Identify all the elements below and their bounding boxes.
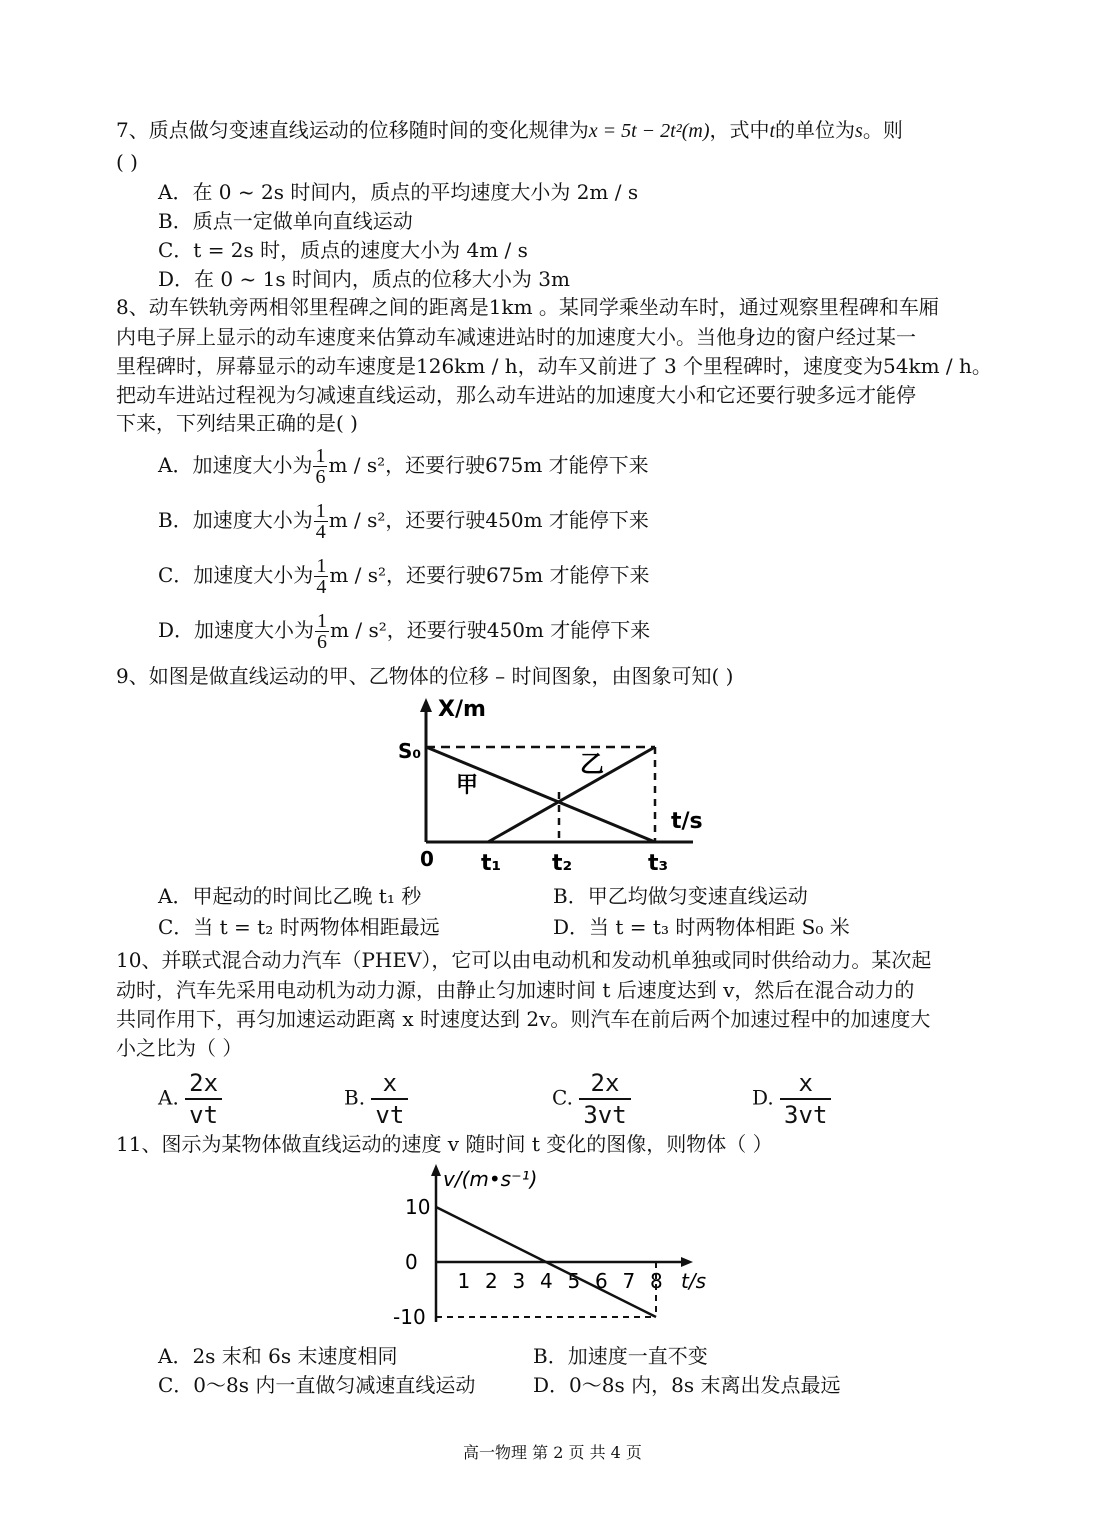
q11-option-a: A．2s 末和 6s 末速度相同 <box>158 1344 398 1368</box>
q11-x-axis-label: t/s <box>681 1269 706 1293</box>
q11-y-tick-label: -10 <box>393 1305 426 1329</box>
q8-line-5: 下来，下列结果正确的是( ) <box>116 411 358 435</box>
q8-line-4: 把动车进站过程视为匀减速直线运动，那么动车进站的加速度大小和它还要行驶多远才能停 <box>116 383 916 407</box>
page-footer: 高一物理 第 2 页 共 4 页 <box>463 1443 642 1462</box>
q11-x-tick-label: 8 <box>650 1269 663 1293</box>
q8-option-b <box>158 501 649 542</box>
fraction-numerator: 2x <box>579 1068 630 1100</box>
fraction-numerator: x <box>780 1068 831 1100</box>
q10-option-d-label: D. <box>752 1085 774 1110</box>
q11-x-tick-label: 7 <box>622 1269 636 1293</box>
q11-option-b: B．加速度一直不变 <box>533 1344 708 1368</box>
q7-stem-text: 7、质点做匀变速直线运动的位移随时间的变化规律为 <box>116 118 589 142</box>
q11-x-tick-label: 4 <box>540 1269 553 1293</box>
q11-option-d: D．0～8s 内，8s 末离出发点最远 <box>533 1373 841 1397</box>
fraction-numerator: 1 <box>315 500 326 522</box>
fraction-denominator: 6 <box>317 631 328 653</box>
fraction-numerator: 2x <box>185 1068 222 1100</box>
q8-option-d-fraction <box>315 611 329 652</box>
q8-option-a <box>158 446 649 487</box>
q9-y-axis-arrow <box>420 698 432 712</box>
q9-stem: 9、如图是做直线运动的甲、乙物体的位移 – 时间图象，由图象可知( ) <box>116 664 734 688</box>
q8-option-a-fraction <box>313 446 327 487</box>
q9-option-a: A．甲起动的时间比乙晚 t₁ 秒 <box>158 884 422 908</box>
q7-var-s: s <box>855 120 863 142</box>
q10-option-d <box>752 1068 831 1130</box>
q10-option-b-label: B. <box>344 1085 366 1110</box>
q7-option-b: B．质点一定做单向直线运动 <box>158 209 413 233</box>
q10-option-a <box>158 1068 222 1130</box>
fraction-numerator: 1 <box>317 610 328 632</box>
q10-option-a-fraction <box>185 1068 222 1130</box>
q9-yi-line <box>488 747 655 842</box>
q8-option-a-pre: A．加速度大小为 <box>158 453 313 477</box>
fraction-denominator: 3vt <box>583 1101 627 1129</box>
q9-option-b: B．甲乙均做匀变速直线运动 <box>553 884 808 908</box>
q8-line-1: 8、动车铁轨旁两相邻里程碑之间的距离是1km 。某同学乘坐动车时，通过观察里程碑和车厢 <box>116 295 939 319</box>
q7-option-a: A．在 0 ~ 2s 时间内，质点的平均速度大小为 2m / s <box>158 180 639 204</box>
q11-x-tick-label: 2 <box>485 1269 498 1293</box>
q8-option-b-pre: B．加速度大小为 <box>158 508 313 532</box>
q10-option-a-label: A. <box>158 1085 179 1110</box>
q11-x-tick-label: 1 <box>457 1269 471 1293</box>
q8-option-d-post: m / s²，还要行驶450m 才能停下来 <box>330 618 651 642</box>
q11-y-axis-label: v/(m•s⁻¹) <box>443 1167 538 1191</box>
q10-option-c-label: C. <box>552 1085 573 1110</box>
q9-t1-label: t₁ <box>481 851 502 876</box>
fraction-denominator: 3vt <box>784 1101 828 1129</box>
q7-answer-paren: ( ) <box>116 150 138 174</box>
q11-x-axis-arrow <box>681 1257 693 1267</box>
q10-line-1: 10、并联式混合动力汽车（PHEV），它可以由电动机和发动机单独或同时供给动力。某次起 <box>116 948 932 972</box>
q10-line-3: 共同作用下，再匀加速运动距离 x 时速度达到 2v。则汽车在前后两个加速过程中的加速度大 <box>116 1007 931 1031</box>
q10-option-b <box>344 1068 408 1130</box>
q7-formula: x = 5t − 2t²(m) <box>588 120 710 142</box>
q8-option-d-pre: D．加速度大小为 <box>158 618 315 642</box>
fraction-numerator: 1 <box>315 445 326 467</box>
q11-x-tick-label: 3 <box>512 1269 526 1293</box>
q10-option-c <box>552 1068 631 1130</box>
q11-y-tick-label: 0 <box>405 1250 418 1274</box>
q8-option-b-post: m / s²，还要行驶450m 才能停下来 <box>328 508 649 532</box>
q9-y-axis-label: X/m <box>438 697 486 722</box>
q7-stem-text4: 。则 <box>862 118 903 142</box>
fraction-denominator: 4 <box>315 521 326 543</box>
q9-yi-label: 乙 <box>580 750 604 778</box>
q11-velocity-time-graph <box>385 1160 725 1340</box>
q8-line-2: 内电子屏上显示的动车速度来估算动车减速进站时的加速度大小。当他身边的窗户经过某一 <box>116 325 916 349</box>
q8-option-c-pre: C．加速度大小为 <box>158 563 314 587</box>
q7-stem <box>116 116 903 145</box>
fraction-numerator: x <box>371 1068 408 1100</box>
q10-line-2: 动时，汽车先采用电动机为动力源，由静止匀加速时间 t 后速度达到 v，然后在混合动力的 <box>116 978 915 1002</box>
q7-option-c: C．t = 2s 时，质点的速度大小为 4m / s <box>158 238 528 262</box>
q9-t3-label: t₃ <box>648 851 669 876</box>
fraction-denominator: 4 <box>316 576 327 598</box>
fraction-denominator: vt <box>375 1101 405 1129</box>
fraction-denominator: vt <box>189 1101 219 1129</box>
q11-y-tick-label: 10 <box>405 1195 431 1219</box>
q7-stem-text3: 的单位为 <box>775 118 856 142</box>
q8-option-a-post: m / s²，还要行驶675m 才能停下来 <box>328 453 649 477</box>
q10-option-c-fraction <box>579 1068 630 1130</box>
fraction-numerator: 1 <box>316 555 327 577</box>
q9-x-axis-label: t/s <box>671 809 703 834</box>
q8-option-c <box>158 556 650 597</box>
q11-y-axis-arrow <box>431 1164 441 1176</box>
fraction-denominator: 6 <box>315 466 326 488</box>
q8-option-b-fraction <box>314 501 328 542</box>
q10-option-b-fraction <box>371 1068 408 1130</box>
q9-option-d: D．当 t = t₃ 时两物体相距 S₀ 米 <box>553 915 850 939</box>
q11-x-tick-label: 5 <box>567 1269 581 1293</box>
q9-option-c: C．当 t = t₂ 时两物体相距最远 <box>158 915 440 939</box>
q11-option-c: C．0～8s 内一直做匀减速直线运动 <box>158 1373 476 1397</box>
q9-jia-label: 甲 <box>456 773 479 798</box>
q11-x-tick-label: 6 <box>595 1269 608 1293</box>
q8-option-c-fraction <box>314 556 328 597</box>
q10-option-d-fraction <box>780 1068 831 1130</box>
q9-origin-label: 0 <box>420 847 434 871</box>
q11-stem: 11、图示为某物体做直线运动的速度 v 随时间 t 变化的图像，则物体（ ） <box>116 1132 773 1156</box>
q9-t2-label: t₂ <box>552 851 573 876</box>
q9-s0-label: S₀ <box>398 739 422 763</box>
q10-line-4: 小之比为（ ） <box>116 1036 243 1060</box>
q8-line-3: 里程碑时，屏幕显示的动车速度是126km / h，动车又前进了 3 个里程碑时，速度变为54km / h。 <box>116 354 992 378</box>
q7-stem-text2: ，式中 <box>709 118 770 142</box>
q7-option-d: D．在 0 ~ 1s 时间内，质点的位移大小为 3m <box>158 267 570 291</box>
q7-var-t: t <box>769 120 776 142</box>
q9-displacement-time-graph <box>368 692 748 882</box>
q8-option-c-post: m / s²，还要行驶675m 才能停下来 <box>329 563 650 587</box>
q8-option-d <box>158 611 650 652</box>
